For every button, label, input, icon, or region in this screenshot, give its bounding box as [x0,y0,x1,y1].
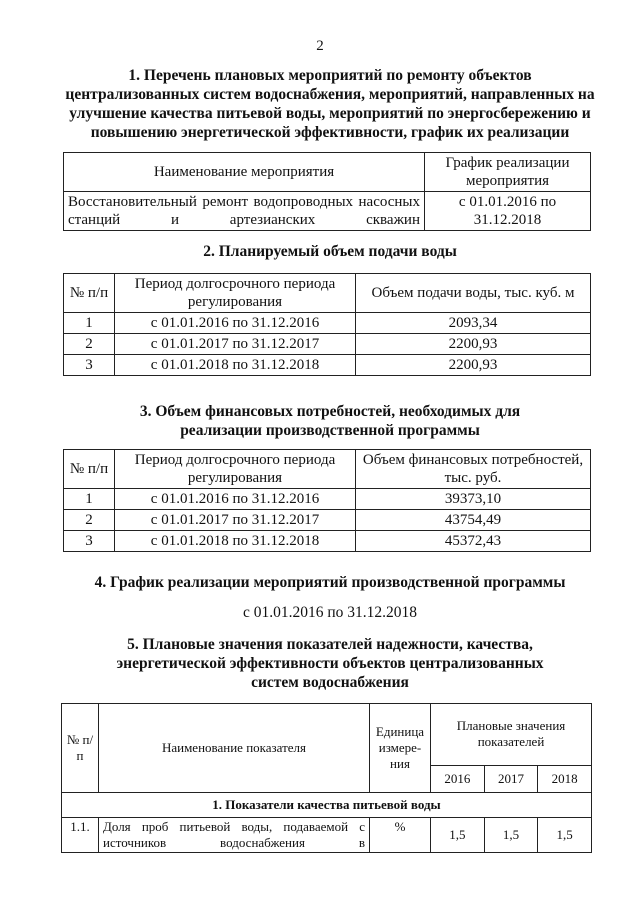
row-period: с 01.01.2016 по 31.12.2016 [115,313,356,334]
table-row [64,510,591,531]
header-financial: Объем финансовых потребностей, тыс. руб. [356,450,591,489]
table-row [64,313,591,334]
activities-table [63,152,591,231]
section2-title: 2. Планируемый объем подачи воды [203,243,457,260]
table-row [64,489,591,510]
table-row [64,531,591,552]
section3-title-line: реализации производственной программы [180,422,480,439]
row-value: 43754,49 [356,510,591,531]
section3-title-line: 3. Объем финансовых потребностей, необходимых для [139,403,521,420]
header-year: 2016 [431,765,485,792]
row-value-2016: 1,5 [431,818,485,853]
row-value: 2093,34 [356,313,591,334]
section4-period: с 01.01.2016 по 31.12.2018 [242,604,418,621]
row-value: 2200,93 [356,355,591,376]
table-group-row [62,793,592,818]
table-header-row [64,274,591,313]
water-supply-table [63,273,591,376]
header-indicator-name: Наименование показателя [99,704,370,793]
row-unit: % [370,818,431,853]
header-number: № п/п [64,274,115,313]
indicators-table [61,703,592,853]
section5-title [40,635,620,692]
header-schedule: График реализации мероприятия [425,153,591,192]
row-value: 39373,10 [356,489,591,510]
group-title: 1. Показатели качества питьевой воды [62,793,592,818]
section4-title: 4. График реализации мероприятий производственной программы [94,574,566,591]
table-row [64,355,591,376]
row-value-2018: 1,5 [538,818,592,853]
section1-title-line: централизованных систем водоснабжения, мероприятий, направленных на [65,86,595,103]
row-value: 2200,93 [356,334,591,355]
header-volume: Объем подачи воды, тыс. куб. м [356,274,591,313]
row-indicator-name: Доля проб питьевой воды, подаваемой с источников водоснабжения в [99,818,370,853]
row-number: 3 [64,531,115,552]
header-number: № п/п [64,450,115,489]
table-header-row [62,704,592,766]
section5-title-line: систем водоснабжения [251,674,409,691]
activity-name-cell: Восстановительный ремонт водопроводных насосных станций и артезианских скважин [64,192,425,231]
header-planned-values: Плановые значения показателей [431,704,592,766]
header-year: 2018 [538,765,592,792]
page-number: 2 [316,38,324,54]
row-period: с 01.01.2016 по 31.12.2016 [115,489,356,510]
table-header-row [64,450,591,489]
section1-title-line: 1. Перечень плановых мероприятий по ремонту объектов [128,67,532,84]
header-year: 2017 [484,765,538,792]
header-number: № п/п [62,704,99,793]
row-period: с 01.01.2017 по 31.12.2017 [115,510,356,531]
row-period: с 01.01.2018 по 31.12.2018 [115,531,356,552]
header-unit: Единица измере-ния [370,704,431,793]
table-row [62,818,592,853]
row-number: 1 [64,313,115,334]
activity-schedule-cell: с 01.01.2016 по 31.12.2018 [425,192,591,231]
row-number: 2 [64,510,115,531]
section1-title [40,66,620,142]
table-header-row [64,153,591,192]
financial-needs-table [63,449,591,552]
section5-title-line: 5. Плановые значения показателей надежности, качества, [127,636,533,653]
header-period: Период долгосрочного периода регулирования [115,274,356,313]
row-number: 1 [64,489,115,510]
section1-title-line: улучшение качества питьевой воды, мероприятий по энергосбережению и [69,105,591,122]
row-number: 2 [64,334,115,355]
row-number: 1.1. [62,818,99,853]
row-value-2017: 1,5 [484,818,538,853]
row-value: 45372,43 [356,531,591,552]
table-row [64,192,591,231]
row-period: с 01.01.2018 по 31.12.2018 [115,355,356,376]
header-period: Период долгосрочного периода регулирования [115,450,356,489]
section1-title-line: повышению энергетической эффективности, график их реализации [90,124,570,141]
table-row [64,334,591,355]
section5-title-line: энергетической эффективности объектов централизованных [116,655,544,672]
row-number: 3 [64,355,115,376]
row-period: с 01.01.2017 по 31.12.2017 [115,334,356,355]
section3-title [40,402,620,440]
header-activity-name: Наименование мероприятия [64,153,425,192]
